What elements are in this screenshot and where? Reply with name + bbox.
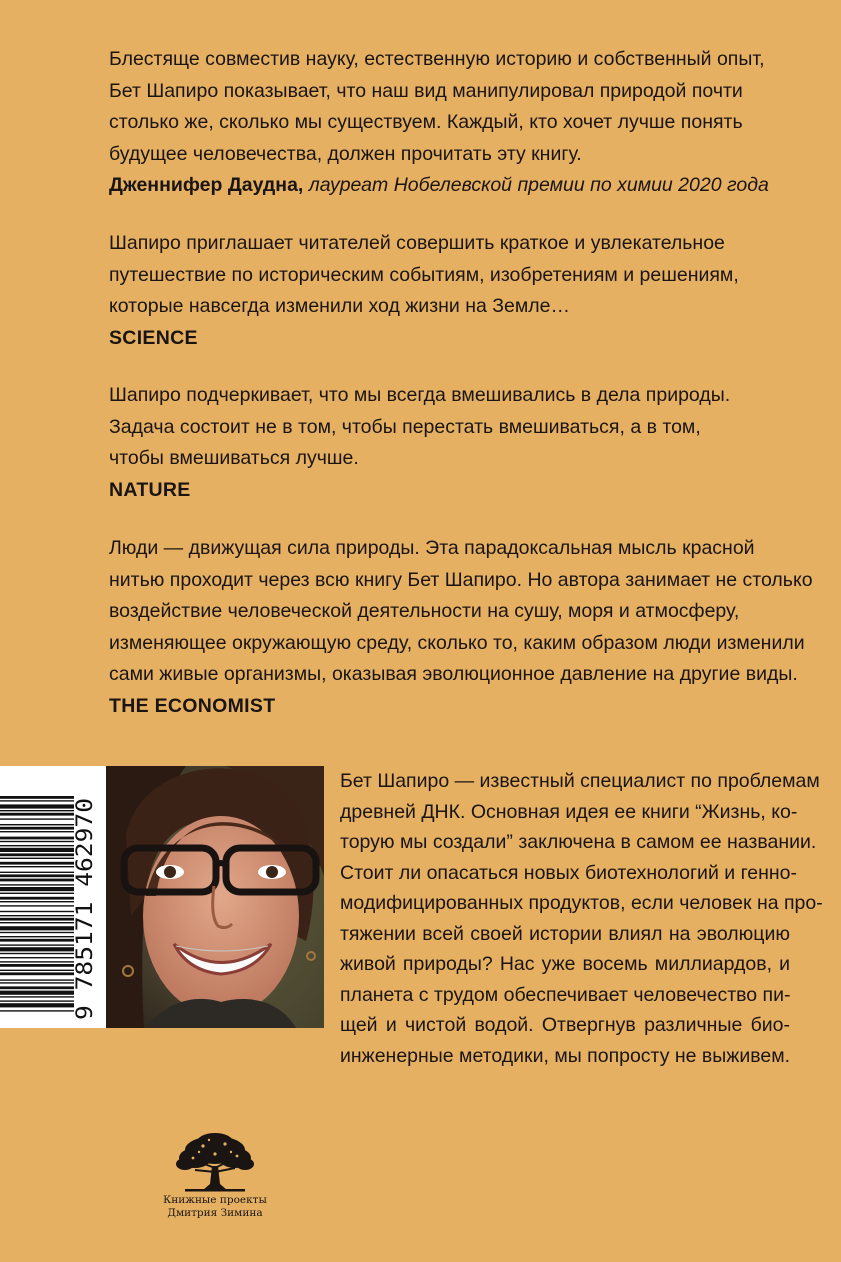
author-bio [340,766,823,1071]
barcode-bar [0,979,74,980]
quote-line: Блестяще совместив науку, естественную историю и собственный опыт, [109,48,765,70]
barcode-bar [0,848,74,852]
publisher-name-line1: Книжные проекты [163,1194,267,1206]
author-photo [106,766,324,1028]
barcode-bar [0,972,74,975]
barcode-bar [0,887,74,891]
barcode-bar [0,1003,74,1007]
quote-line: Люди — движущая сила природы. Эта парадоксальная мысль красной [109,537,755,559]
barcode-bar [0,804,74,808]
barcode-bar [0,897,74,900]
bio-line: древней ДНК. Основная идея ее книги “Жизнь, ко- [340,800,798,823]
quote-line: изменяющее окружающую среду, сколько то, каким образом люди изменили [109,631,805,654]
publisher-logo [150,1132,280,1220]
barcode-bar [0,991,74,995]
barcode-bar [0,944,74,945]
tree-icon [175,1132,255,1194]
barcode-bar [0,893,74,894]
quote-source: NATURE [109,478,191,501]
bio-line: инженерные методики, мы попросту не выживем. [340,1044,791,1067]
barcode-bar [0,872,74,873]
barcode-bar [0,901,74,902]
barcode-bar [0,982,74,983]
barcode-bar [0,915,74,916]
bio-line: модифицированных продуктов, если человек на про- [340,892,823,914]
barcode-bar [0,918,74,921]
quote-line: сами живые организмы, оказывая эволюционное давление на другие виды. [109,663,798,685]
barcode-bar [0,874,74,877]
barcode-bar [0,862,74,865]
barcode-bar [0,932,74,933]
quote-attribution [109,170,789,202]
bio-line: живой природы? Нас уже восемь миллиардов, и [340,953,790,975]
barcode-bar [0,970,74,971]
barcode-graphic [0,766,106,1028]
barcode-bar [0,947,74,951]
barcode-bar [0,845,74,846]
barcode-bar [0,957,74,958]
quote-line: будущее человечества, должен прочитать эту книгу. [109,142,582,165]
barcode-bar [0,1000,74,1001]
bio-line: тяжении всей своей истории влиял на эволюцию [340,922,790,945]
bio-line: Бет Шапиро — известный специалист по проблемам [340,770,820,792]
barcode-bar [0,922,74,923]
barcode-bar [0,824,74,825]
barcode-bar [0,905,74,906]
quote-line: нитью проходит через всю книгу Бет Шапиро. Но автора занимает не столько [109,568,813,591]
quote-doudna [109,44,789,202]
barcode-bar [0,961,74,962]
barcode-bar [0,853,74,856]
quote-science [109,228,789,354]
quote-line: Задача состоит не в том, чтобы перестать вмешиваться, а в том, [109,415,701,438]
barcode-bar [0,837,74,840]
barcode-bar [0,866,74,867]
quote-line: Бет Шапиро показывает, что наш вид манипулировал природой почти [109,79,743,102]
bio-line: планета с трудом обеспечивает человечество пи- [340,983,791,1006]
bio-line: щей и чистой водой. Отвергнув различные био- [340,1014,790,1036]
barcode-bar [0,841,74,842]
barcode-bar [0,911,74,912]
barcode-bar [0,831,74,832]
quote-source: THE ECONOMIST [109,694,276,717]
barcode-bar [0,986,74,989]
quote-economist [109,533,813,722]
barcode-bar [0,996,74,997]
barcode [0,766,106,1028]
barcode-bar [0,800,74,801]
quote-line: чтобы вмешиваться лучше. [109,447,359,469]
barcode-bar [0,926,74,930]
barcode-bar [0,796,74,799]
barcode-bar [0,1010,74,1011]
author-portrait [106,766,324,1028]
barcode-bar [0,936,74,937]
barcode-bar [0,813,74,816]
quote-line: Шапиро подчеркивает, что мы всегда вмешивались в дела природы. [109,384,731,406]
attribution-title: лауреат Нобелевской премии по химии 2020 года [308,174,769,196]
quote-line: которые навсегда изменили ход жизни на Земле… [109,295,570,317]
publisher-name-line2: Дмитрия Зимина [167,1207,263,1219]
barcode-bar [0,884,74,885]
barcode-bar [0,879,74,882]
barcode-bar [0,953,74,954]
quote-line: Шапиро приглашает читателей совершить краткое и увлекательное [109,232,725,254]
barcode-bar [0,939,74,942]
barcode-bar [0,810,74,811]
bio-line: Стоит ли опасаться новых биотехнологий и генно- [340,861,797,884]
barcode-bar [0,827,74,830]
attribution-author: Дженнифер Даудна, [109,174,304,196]
bio-line: торую мы создали” заключена в самом ее названии. [340,831,817,853]
quote-source: SCIENCE [109,326,198,349]
barcode-bar [0,858,74,859]
quote-nature [109,380,789,506]
quote-line: воздействие человеческой деятельности на сушу, моря и атмосферу, [109,600,740,622]
barcode-bar [0,964,74,967]
barcode-bar [0,818,74,819]
barcode-digits: 9 785171 462970 [73,821,98,1020]
quote-line: столько же, сколько мы существуем. Каждый, кто хочет лучше понять [109,111,743,133]
quote-line: путешествие по историческим событиям, изобретениям и решениям, [109,263,739,286]
